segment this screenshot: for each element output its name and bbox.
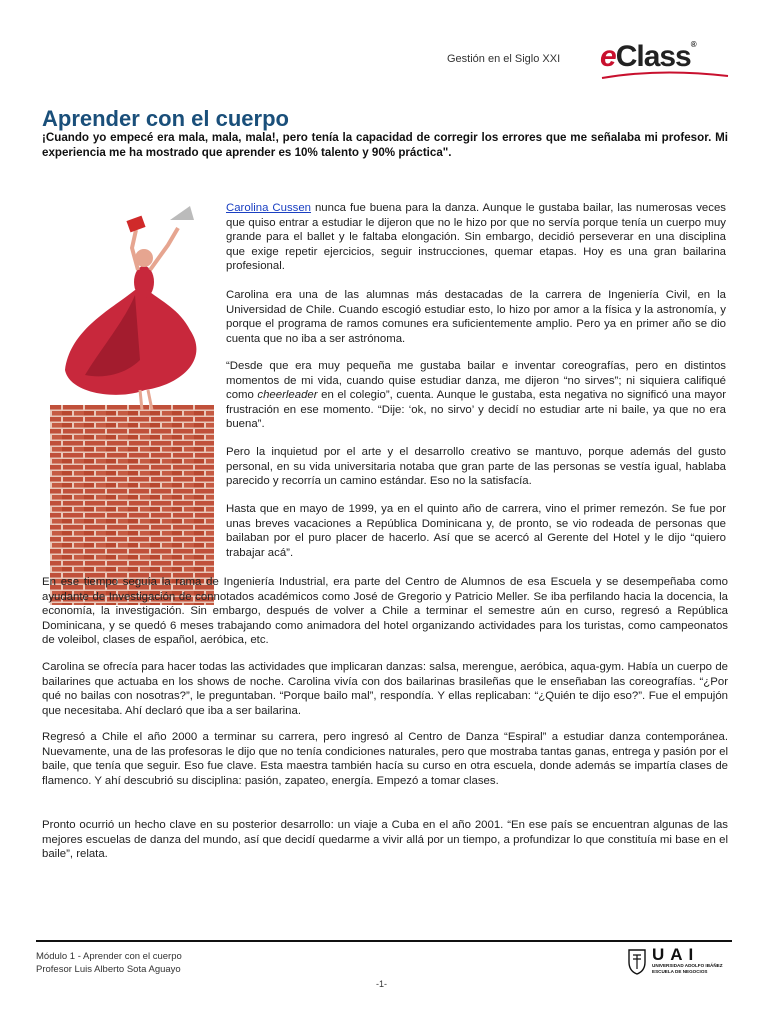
dancer-on-brick-wall-illustration <box>40 200 220 610</box>
eclass-wordmark: eClass® <box>600 40 696 73</box>
uai-logo <box>626 946 734 976</box>
paragraph-4: Pero la inquietud por el arte y el desarrollo creativo se mantuvo, porque además del gusto personal, en su vida universitaria notaba que gran parte de las personas se vestía igual, hablaba parecido y recorría un camino estándar. Eso no la satisfacía. <box>226 446 726 488</box>
uai-crest-icon <box>626 947 648 975</box>
paragraph-7: Carolina se ofrecía para hacer todas las actividades que implicaran danzas: salsa, merengue, aeróbica, aqua-gym. Había un cuerpo de bailarines que actuaba en los shows de noche. Carolina vivía con dos bailarinas brasileñas que le enseñaban las coreografías. “¿Por qué no bailas con nosotras?”, le preguntaban. “Porque bailo mal”, respondía. Y ellas replicaban: “¿Quién te dijo eso?”. Fue el empujón que necesitaba. Ahí declaró que iba a ser bailarina. <box>42 661 728 717</box>
eclass-logo <box>600 40 730 84</box>
article-title: Aprender con el cuerpo <box>42 106 289 131</box>
course-name: Gestión en el Siglo XXI <box>447 53 561 65</box>
article-subtitle: ¡Cuando yo empecé era mala, mala, mala!, pero tenía la capacidad de corregir los errores que me señalaba mi profesor. Mi experiencia me ha mostrado que aprender es 10% talento y 90% práctica". <box>42 131 728 159</box>
red-book <box>126 216 145 233</box>
paragraph-1: Carolina Cussen nunca fue buena para la danza. Aunque le gustaba bailar, las numerosas veces que quiso entrar a estudiar le dijeron que no le hizo por que no servía porque tenía un cuerpo muy grande para el ballet y le faltaba elongación. Sin embargo, decidió perseverar en una disciplina que exige repetir ejercicios, seguir instrucciones, quemar etapas. Hoy es una gran bailarina profesional. <box>226 202 726 273</box>
fan <box>170 206 194 220</box>
svg-text:UAI: UAI <box>652 946 700 962</box>
uai-name: UNIVERSIDAD ADOLFO IBÁÑEZ ESCUELA DE NEGOCIOS <box>652 963 723 974</box>
paragraph-5: Hasta que en mayo de 1999, ya en el quinto año de carrera, vino el primer remezón. Se fue por unas breves vacaciones a República Dominicana y, de pronto, se vio rodeada de personas que bailaban por el puro placer de hacerlo. Así que se acercó al Gerente del Hotel y le dijo “quiero trabajar acá”. <box>226 503 726 559</box>
eclass-swoosh-icon <box>600 68 730 82</box>
paragraph-6: En ese tiempo seguía la rama de Ingeniería Industrial, era parte del Centro de Alumnos de esa Escuela y se desempeñaba como ayudante de Investigación de connotados académicos como José de Gregorio y Patricio Meller. Se iba perfilando hacia la docencia, la economía, la investigación. Sin embargo, después de volver a Chile a terminar el semestre aún en curso, regresó a República Dominicana, y se quedó 6 meses trabajando como animadora del hotel organizando actividades para los turistas, como campeonatos de voleibol, clases de español, aeróbica, etc. <box>42 576 728 647</box>
uai-wordmark <box>652 946 732 962</box>
footer-divider <box>36 940 732 942</box>
page-number: -1- <box>376 979 387 989</box>
paragraph-3: “Desde que era muy pequeña me gustaba bailar e inventar coreografías, pero en distintos momentos de mi vida, cuando quise estudiar danza, me dijeron “no sirves”; ni siquiera califiqué como cheerleader en el colegio”, cuenta. Aunque le gustaba, esta negativa no significó una mayor frustración en ese momento. “Dije: ‘ok, no sirvo’ y decidí no estudiar arte ni baile, ya que no era buena”. <box>226 360 726 431</box>
footer-professor: Profesor Luis Alberto Sota Aguayo <box>36 964 181 975</box>
footer-module: Módulo 1 - Aprender con el cuerpo <box>36 951 182 962</box>
paragraph-2: Carolina era una de las alumnas más destacadas de la carrera de Ingeniería Civil, en la Universidad de Chile. Cuando escogió estudiar esto, lo hizo por amor a la física y la astronomía, y porque el programa de ramos comunes era suficientemente amplio. Pero ya en primer año se dio cuenta que no iba a ser astrónoma. <box>226 289 726 345</box>
carolina-cussen-link[interactable]: Carolina Cussen <box>226 202 312 214</box>
paragraph-8: Regresó a Chile el año 2000 a terminar su carrera, pero ingresó al Centro de Danza “Espiral” a estudiar danza contemporánea. Nuevamente, una de las profesoras le dijo que no tenía condiciones naturales, pero que mostraba tantas ganas, entrega y pasión por el baile, que tenía que seguir. Eso fue clave. Esta maestra también hacía su curso en otra escuela, donde además se impartía clases de flamenco. Y ahí descubrió su disciplina: pasión, zapateo, energía. Empezó a tomar clases. <box>42 731 728 787</box>
paragraph-9: Pronto ocurrió un hecho clave en su posterior desarrollo: un viaje a Cuba en el año 2001. “En ese país se encuentran algunas de las mejores escuelas de danza del mundo, así que decidí quedarme a vivir allá por un tiempo, a profundizar lo que constituía mi base en el baile”, relata. <box>42 819 728 861</box>
